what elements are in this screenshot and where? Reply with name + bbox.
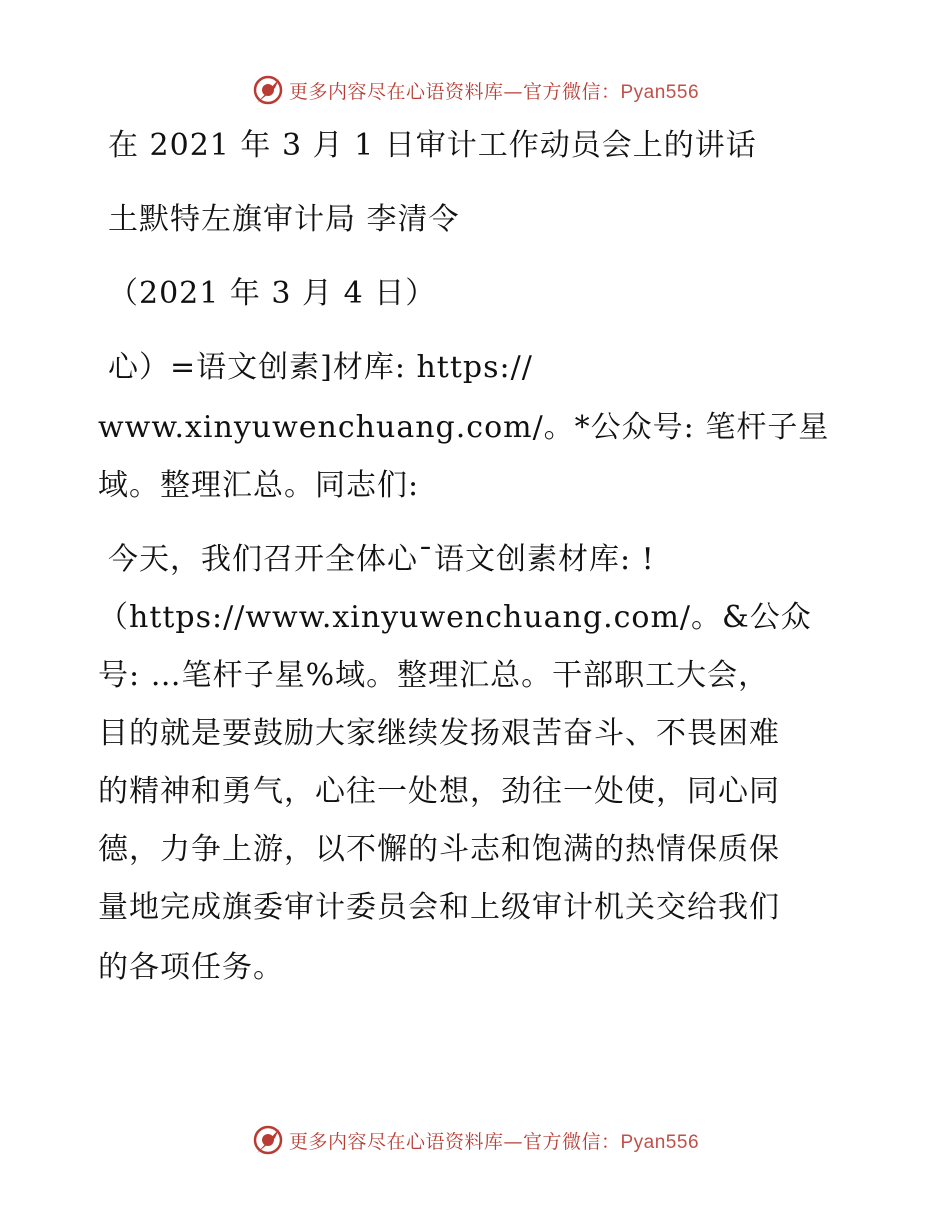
body-line-3: 域。整理汇总。同志们: <box>98 468 420 503</box>
body-line-11: 的各项任务。 <box>98 950 284 985</box>
body-line-6: 号: …笔杆子星%域。整理汇总。干部职工大会， <box>98 658 770 693</box>
body-line-10: 量地完成旗委审计委员会和上级审计机关交给我们 <box>98 890 780 925</box>
body-line-5: （https://www.xinyuwenchuang.com/。&公众 <box>98 600 812 635</box>
date-line: （2021 年 3 月 4 日） <box>108 276 437 311</box>
watermark-footer <box>0 1122 950 1158</box>
document-title: 在 2021 年 3 月 1 日审计工作动员会上的讲话 <box>108 128 757 163</box>
quill-logo-icon <box>251 73 285 107</box>
body-line-9: 德，力争上游，以不懈的斗志和饱满的热情保质保 <box>98 832 780 867</box>
author-line: 土默特左旗审计局 李清令 <box>108 202 460 237</box>
watermark-text: 更多内容尽在心语资料库—官方微信：Pyan556 <box>288 1130 700 1153</box>
quill-logo-icon <box>251 1123 285 1157</box>
body-line-2: www.xinyuwenchuang.com/。*公众号: 笔杆子星 <box>98 410 830 445</box>
body-line-1: 心）=语文创素]材库: https:// <box>108 350 533 385</box>
watermark-header <box>0 72 950 108</box>
body-line-4: 今天，我们召开全体心¯语文创素材库: ! <box>108 542 655 577</box>
watermark-text: 更多内容尽在心语资料库—官方微信：Pyan556 <box>288 80 700 103</box>
body-line-8: 的精神和勇气，心往一处想，劲往一处使，同心同 <box>98 774 780 809</box>
body-line-7: 目的就是要鼓励大家继续发扬艰苦奋斗、不畏困难 <box>98 716 780 751</box>
